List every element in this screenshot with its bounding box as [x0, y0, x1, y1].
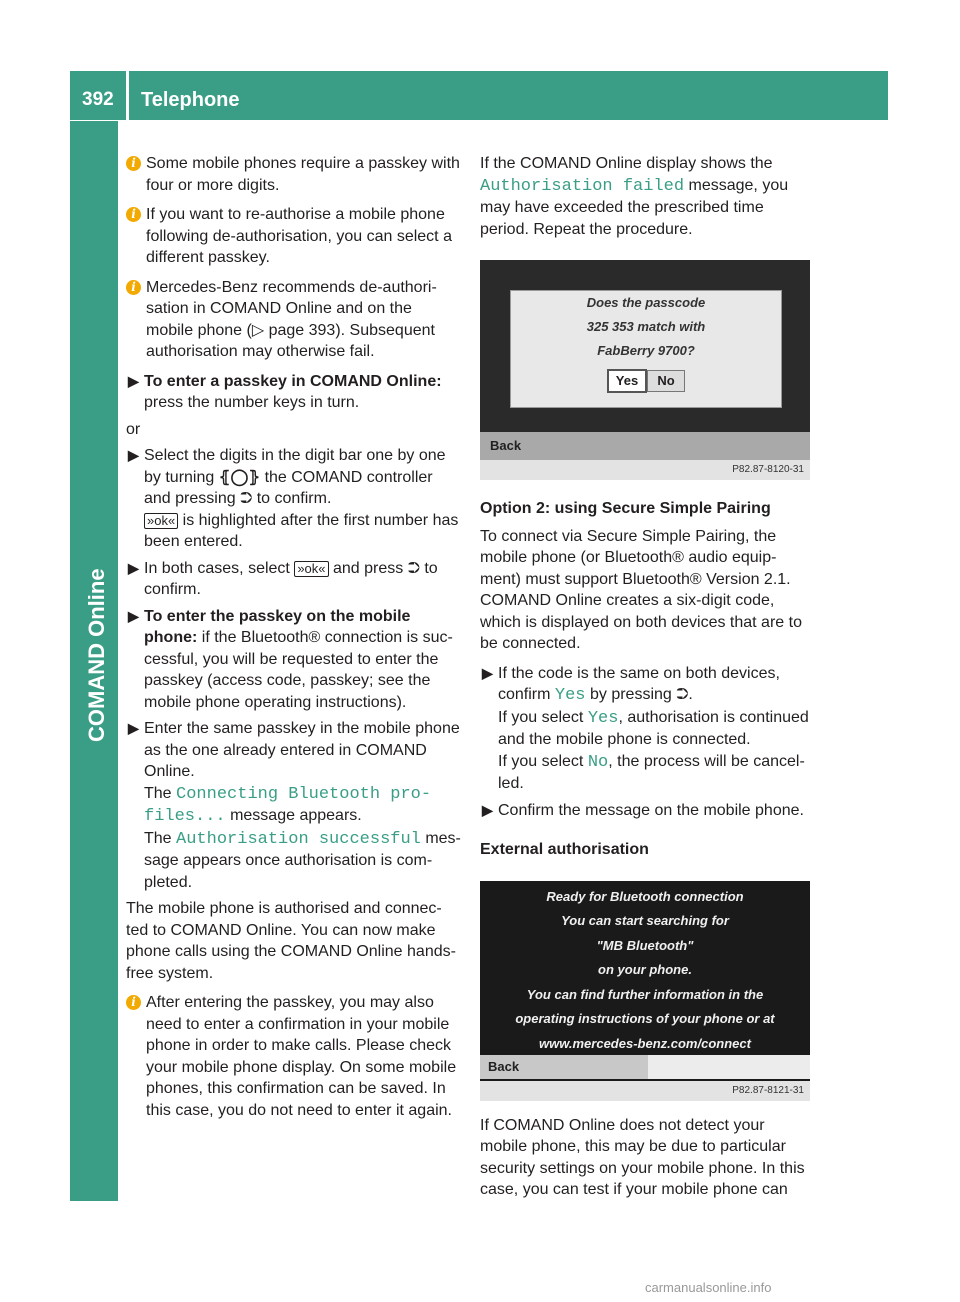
info-note — [126, 277, 462, 363]
info-text: Some mobile phones require a passkey with four or more digits. — [146, 155, 460, 194]
info-icon: i — [126, 156, 141, 171]
bluetooth-message — [480, 885, 810, 1057]
step-text: In both cases, select — [144, 559, 290, 577]
body-paragraph: If COMAND Online does not detect your mobile phone, this may be due to particular security settings on your mobile phone. In this case, you can test if your mobile phone can — [480, 1116, 805, 1198]
display-message: Authorisation successful — [176, 829, 421, 849]
controller-turn-icon: ⦃◯⦄ — [218, 468, 261, 486]
image-code: P82.87-8120-31 — [480, 460, 810, 480]
body-paragraph: To connect via Secure Simple Pairing, the mobile phone (or Bluetooth® audio equip-ment) must support Bluetooth® Version 2.1. COMAND Online creates a six-digit code, which is displayed on both devices that are to be connected. — [480, 527, 802, 652]
dialog-buttons — [511, 369, 781, 393]
message-line: on your phone. — [598, 962, 692, 977]
dialog-line: 325 353 match with — [586, 319, 706, 334]
step-item — [126, 371, 462, 414]
message-line: operating instructions of your phone or at — [515, 1011, 775, 1026]
option-yes: Yes — [554, 686, 586, 705]
info-text: Mercedes-Benz recommends de-authori-sation in COMAND Online and on the mobile phone ( — [146, 278, 437, 339]
page-number: 392 — [82, 89, 114, 110]
step-text: If you select — [498, 708, 584, 726]
image-code: P82.87-8121-31 — [480, 1081, 810, 1101]
message-line: "MB Bluetooth" — [596, 937, 694, 953]
step-arrow-icon: ▶ — [128, 372, 139, 389]
step-arrow-icon: ▶ — [128, 559, 139, 576]
status-bar — [648, 1055, 810, 1079]
option-no: No — [587, 752, 609, 772]
step-item — [126, 606, 462, 714]
display-message: Authorisation failed — [480, 176, 685, 196]
display-message: Connecting Bluetooth pro-files... — [144, 784, 432, 826]
step-text: if the Bluetooth® connection is suc-cessful, you will be requested to enter the passkey (access code, passkey; see the mobile phone operating instructions). — [144, 629, 453, 711]
info-icon: i — [126, 995, 141, 1010]
step-heading: To enter a passkey in COMAND Online: — [144, 372, 442, 390]
info-icon: i — [126, 280, 141, 295]
yes-button[interactable]: Yes — [607, 369, 647, 393]
section-title: Telephone — [141, 89, 240, 111]
page-reference-link[interactable]: ▷ page 393 — [251, 321, 336, 339]
step-text: If the code is the same on both devices, confirm — [498, 664, 780, 703]
ok-icon: »ok« — [294, 561, 328, 577]
step-text: Select the digits in the digit bar one by one by turning — [144, 447, 446, 486]
message-line: www.mercedes-benz.com/connect — [539, 1035, 751, 1051]
body-text: If the COMAND Online display shows the — [480, 155, 773, 172]
info-note — [126, 153, 462, 196]
controller-press-icon: ⮊ — [407, 559, 420, 577]
message-line: You can find further information in the — [526, 986, 764, 1002]
dialog-line: Does the passcode — [586, 295, 706, 310]
body-paragraph — [480, 153, 816, 240]
step-item: ▶ If the code is the same on both devices, confirm Yes by pressing ⮊. If you select Yes, authorisation is continued and the mobile phone is connected. If you select No, the process will be cancel-led. — [482, 664, 809, 792]
step-text: The — [144, 784, 172, 802]
step-heading: To enter the passkey on the mobile phone: — [144, 607, 411, 646]
controller-press-icon: ⮊ — [240, 490, 253, 507]
ok-icon: »ok« — [144, 513, 178, 529]
info-icon: i — [126, 207, 141, 222]
step-text: , the process will be cancel-led. — [498, 752, 805, 792]
watermark: carmanualsonline.info — [645, 1280, 772, 1295]
step-item — [480, 800, 816, 822]
passcode-screenshot — [480, 260, 810, 480]
step-arrow-icon: ▶ — [128, 447, 139, 463]
body-paragraph: The mobile phone is authorised and connec-ted to COMAND Online. You can now make phone calls using the COMAND Online hands-free system. — [126, 900, 456, 982]
step-arrow-icon: ▶ — [128, 720, 139, 736]
subheading: Option 2: using Secure Simple Pairing — [480, 500, 771, 517]
step-text: , authorisation is continued and the mobile phone is connected. — [498, 708, 809, 748]
body-text: message, you may have exceeded the prescribed time period. Repeat the procedure. — [480, 176, 789, 238]
dialog-line: FabBerry 9700? — [597, 343, 695, 358]
message-line: Ready for Bluetooth connection — [546, 888, 744, 904]
info-note — [126, 204, 462, 269]
passcode-dialog — [510, 290, 782, 408]
left-column — [126, 153, 462, 1129]
step-text: mes-sage appears once authorisation is com-pleted. — [144, 829, 461, 891]
info-text: After entering the passkey, you may also need to enter a confirmation in your mobile phone in order to make calls. Please check your mobile phone display. On some mobile phones, this confirmation can be saved. In this case, you do not need to enter it again. — [146, 994, 457, 1119]
header-divider — [126, 71, 129, 120]
back-button[interactable]: Back — [480, 432, 810, 460]
step-text: Enter the same passkey in the mobile phone as the one already entered in COMAND Online. — [144, 720, 460, 780]
subheading: External authorisation — [480, 841, 649, 858]
step-text: and press — [332, 559, 404, 577]
step-text: Confirm the message on the mobile phone. — [498, 801, 804, 819]
option-yes: Yes — [587, 708, 619, 728]
back-button[interactable]: Back — [480, 1055, 648, 1079]
message-line: You can start searching for — [561, 913, 729, 928]
bluetooth-screenshot — [480, 881, 810, 1101]
step-arrow-icon: ▶ — [482, 664, 493, 681]
step-text: The — [144, 829, 172, 847]
no-button[interactable]: No — [647, 370, 685, 392]
step-item — [126, 445, 462, 553]
controller-press-icon: ⮊ — [676, 686, 689, 703]
side-section-label: COMAND Online — [84, 568, 109, 742]
step-text: to confirm. — [256, 490, 332, 507]
step-text: to confirm. — [144, 559, 438, 598]
step-text: message appears. — [230, 807, 362, 824]
or-text: or — [126, 420, 141, 438]
step-item — [126, 558, 462, 601]
step-item — [126, 718, 462, 893]
step-arrow-icon: ▶ — [128, 607, 139, 624]
step-arrow-icon: ▶ — [482, 801, 493, 818]
step-text: is highlighted after the first number has been entered. — [144, 511, 459, 550]
step-text: the COMAND controller and pressing — [144, 468, 433, 507]
info-note — [126, 992, 462, 1121]
info-text: ). Subsequent authorisation may otherwise fail. — [146, 321, 435, 360]
right-column — [480, 153, 816, 1209]
step-text: press the number keys in turn. — [144, 394, 360, 411]
step-text: by pressing — [589, 686, 672, 703]
info-text: If you want to re-authorise a mobile phone following de-authorisation, you can select a different passkey. — [146, 206, 452, 266]
step-text: If you select — [498, 752, 584, 770]
